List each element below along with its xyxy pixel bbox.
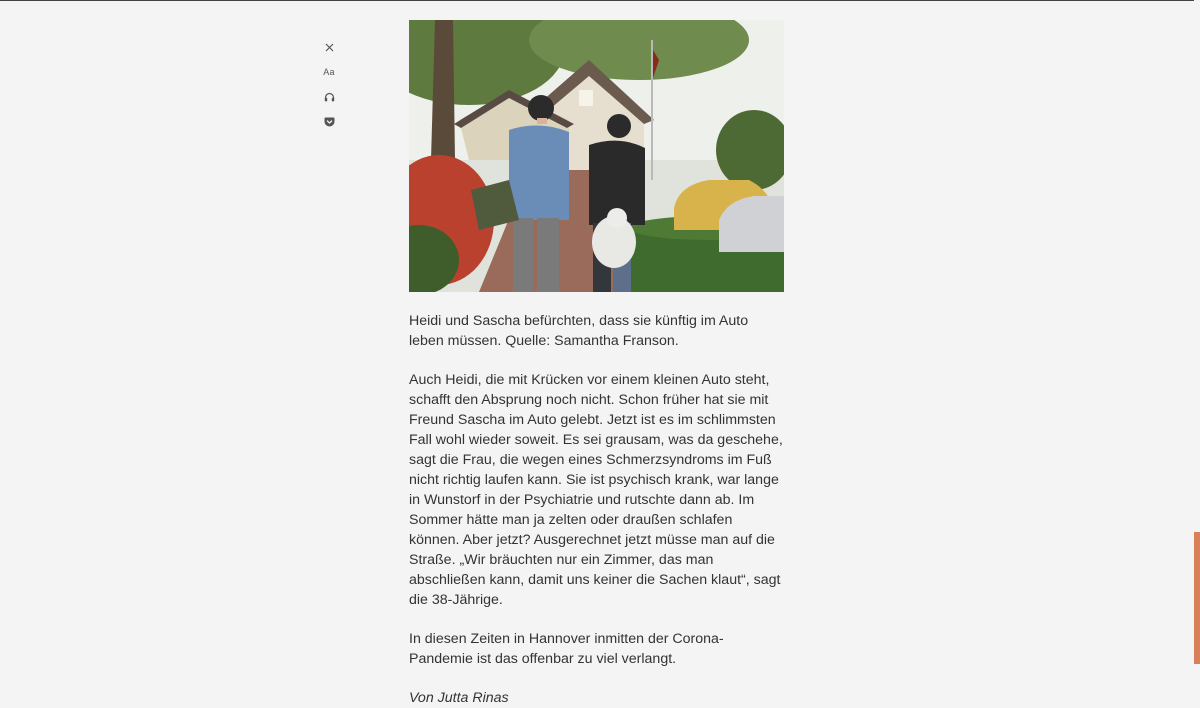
listen-button[interactable] xyxy=(318,86,340,108)
font-settings-button[interactable] xyxy=(318,61,340,83)
article-paragraph: In diesen Zeiten in Hannover inmitten der Corona-Pandemie ist das offenbar zu viel verlangt. xyxy=(409,631,724,667)
font-settings-label: Aa xyxy=(323,67,335,77)
article-paragraph: Auch Heidi, die mit Krücken vor einem kleinen Auto steht, schafft den Absprung noch nicht. Schon früher hat sie mit Freund Sascha im Auto gelebt. Jetzt ist es im schlimmsten Fall wohl wieder soweit. Es sei grausam, was da geschehe, sagt die Frau, die wegen eines Schmerzsyndroms im Fuß nicht richtig laufen kann. Sie ist psychisch krank, war lange in Wunstorf in der Psychiatrie und rutschte dann ab. Im Sommer hätte man ja zelten oder draußen schlafen können. Aber jetzt? Ausgerechnet jetzt müsse man auf die Straße. „Wir bräuchten nur ein Zimmer, das man abschließen kann, damit uns keiner die Sachen klaut“, sagt die 38-Jährige. xyxy=(409,372,783,608)
article-photo xyxy=(409,20,784,292)
scrollbar-thumb[interactable] xyxy=(1194,532,1200,664)
headphones-icon xyxy=(324,92,335,102)
photo-illustration xyxy=(409,20,784,292)
reader-toolbar xyxy=(318,36,340,136)
top-border xyxy=(0,0,1200,1)
scrollbar[interactable] xyxy=(1194,0,1200,675)
close-icon xyxy=(325,43,334,52)
close-button[interactable] xyxy=(318,36,340,58)
save-to-pocket-button[interactable] xyxy=(318,111,340,133)
article-body xyxy=(409,20,785,708)
article-byline: Von Jutta Rinas xyxy=(409,690,509,706)
photo-caption: Heidi und Sascha befürchten, dass sie künftig im Auto leben müssen. Quelle: Samantha Franson. xyxy=(409,313,749,349)
pocket-icon xyxy=(324,117,335,127)
